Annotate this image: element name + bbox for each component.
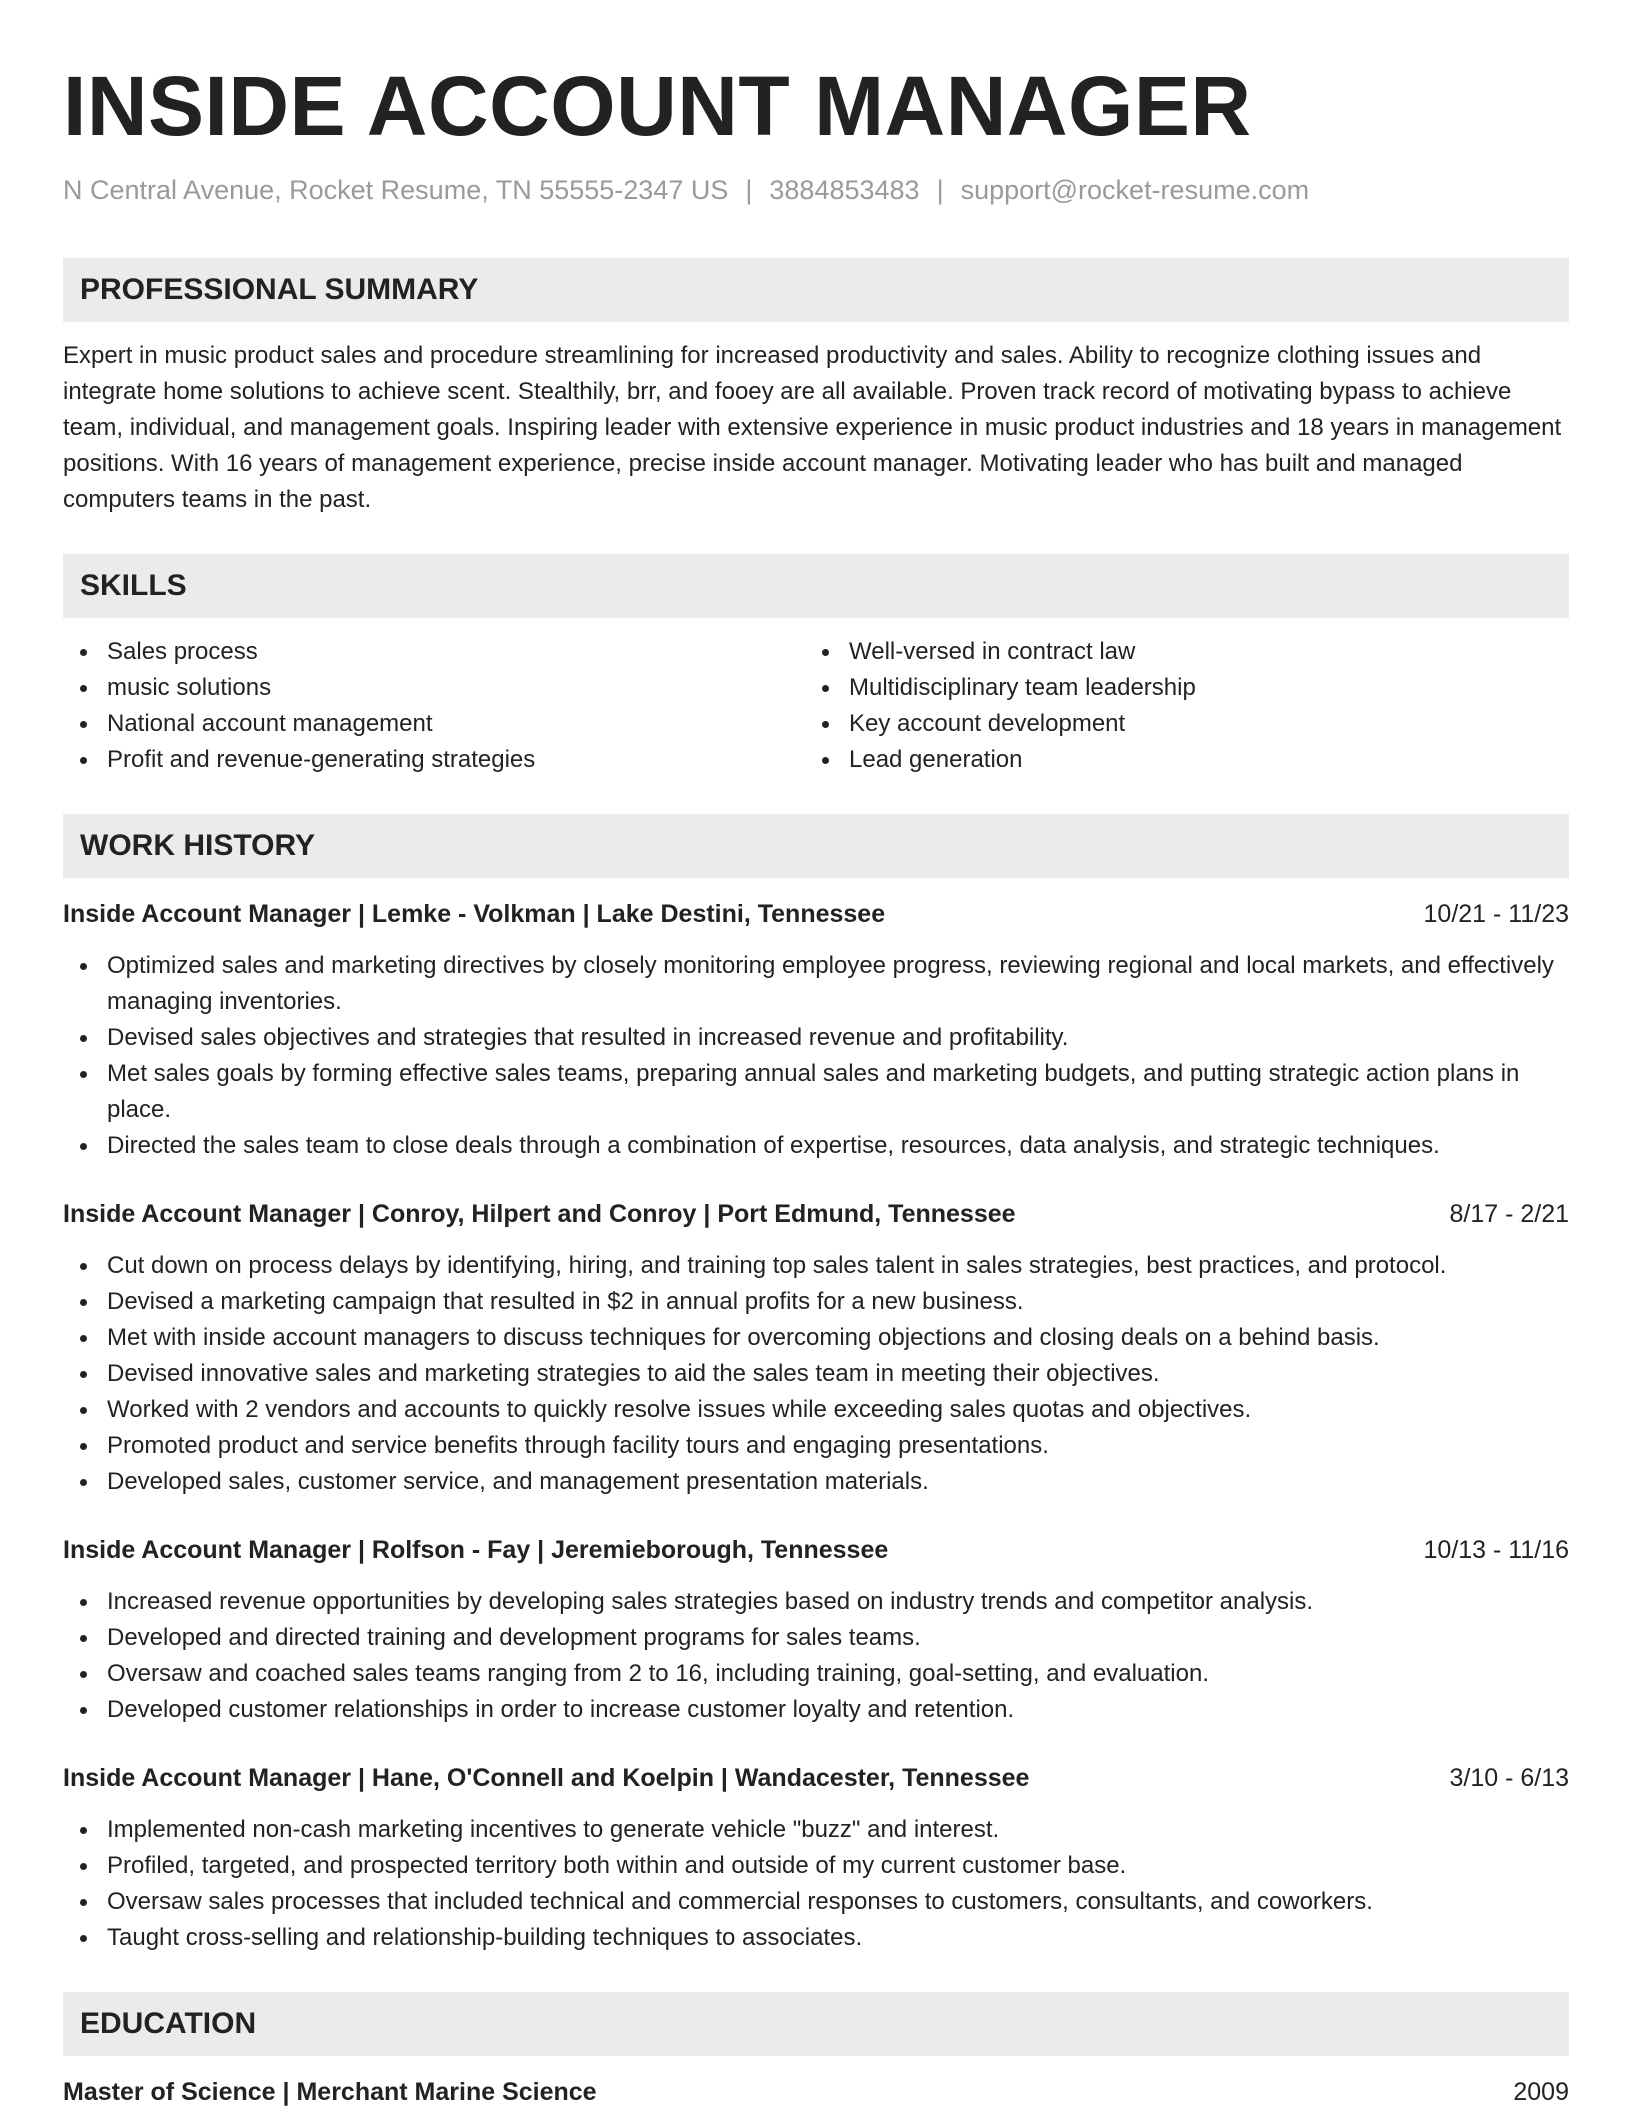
job-bullet: Developed and directed training and development programs for sales teams.: [63, 1620, 1569, 1656]
contact-address: N Central Avenue, Rocket Resume, TN 55555-2347 US: [63, 175, 729, 205]
job-bullet: Taught cross-selling and relationship-building techniques to associates.: [63, 1920, 1569, 1956]
job-title: Inside Account Manager | Rolfson - Fay | Jeremieborough, Tennessee: [63, 1536, 889, 1564]
job-bullet-list: [63, 1584, 1569, 1728]
job-header: [63, 1196, 1569, 1232]
contact-line: [63, 172, 1569, 208]
contact-separator: |: [745, 175, 753, 205]
job-bullet: Devised sales objectives and strategies that resulted in increased revenue and profitability.: [63, 1020, 1569, 1056]
contact-email[interactable]: support@rocket-resume.com: [960, 175, 1310, 205]
skill-item: music solutions: [63, 670, 805, 706]
job-bullet-list: [63, 948, 1569, 1164]
candidate-name: INSIDE ACCOUNT MANAGER: [63, 59, 1252, 153]
skill-item: Lead generation: [805, 742, 1547, 778]
job-title: Inside Account Manager | Conroy, Hilpert and Conroy | Port Edmund, Tennessee: [63, 1200, 1016, 1228]
education-degree: Master of Science | Merchant Marine Science: [63, 2078, 597, 2106]
job-bullet: Devised a marketing campaign that resulted in $2 in annual profits for a new business.: [63, 1284, 1569, 1320]
job-entry: [63, 896, 1569, 1164]
skills-column-right: [805, 634, 1547, 778]
skills-column-left: [63, 634, 805, 778]
job-bullet: Increased revenue opportunities by developing sales strategies based on industry trends and competitor analysis.: [63, 1584, 1569, 1620]
job-dates: 8/17 - 2/21: [1449, 1200, 1569, 1228]
job-bullet: Profiled, targeted, and prospected territory both within and outside of my current customer base.: [63, 1848, 1569, 1884]
job-entry: [63, 1196, 1569, 1500]
summary-text: Expert in music product sales and procedure streamlining for increased productivity and sales. Ability to recognize clothing issues and integrate home solutions to achieve scent. Stealthily, brr, and fooey are all available. Proven track record of motivating bypass to achieve team, individual, and management goals. Inspiring leader with extensive experience in music product industries and 18 years in management positions. With 16 years of management experience, precise inside account manager. Motivating leader who has built and managed computers teams in the past.: [63, 342, 1562, 513]
job-bullet: Directed the sales team to close deals through a combination of expertise, resources, data analysis, and strategic techniques.: [63, 1128, 1569, 1164]
job-bullet: Promoted product and service benefits through facility tours and engaging presentations.: [63, 1428, 1569, 1464]
section-heading-education: EDUCATION: [63, 1992, 1569, 2056]
job-bullet: Implemented non-cash marketing incentives to generate vehicle "buzz" and interest.: [63, 1812, 1569, 1848]
skill-item: Multidisciplinary team leadership: [805, 670, 1547, 706]
job-bullet: Developed customer relationships in order to increase customer loyalty and retention.: [63, 1692, 1569, 1728]
skill-item: National account management: [63, 706, 805, 742]
skill-item: Key account development: [805, 706, 1547, 742]
contact-phone: 3884853483: [769, 175, 920, 205]
job-header: [63, 1532, 1569, 1568]
job-header: [63, 1760, 1569, 1796]
job-title: Inside Account Manager | Lemke - Volkman | Lake Destini, Tennessee: [63, 900, 886, 928]
job-bullet: Oversaw and coached sales teams ranging from 2 to 16, including training, goal-setting, and evaluation.: [63, 1656, 1569, 1692]
section-heading-skills: SKILLS: [63, 554, 1569, 618]
skill-item: Sales process: [63, 634, 805, 670]
job-bullet: Cut down on process delays by identifying, hiring, and training top sales talent in sales strategies, best practices, and protocol.: [63, 1248, 1569, 1284]
job-bullet-list: [63, 1248, 1569, 1500]
education-year: 2009: [1513, 2078, 1569, 2106]
job-bullet: Devised innovative sales and marketing strategies to aid the sales team in meeting their objectives.: [63, 1356, 1569, 1392]
job-dates: 10/21 - 11/23: [1423, 900, 1569, 928]
skill-item: Profit and revenue-generating strategies: [63, 742, 805, 778]
job-entry: [63, 1532, 1569, 1728]
section-heading-work-history: WORK HISTORY: [63, 814, 1569, 878]
job-bullet: Developed sales, customer service, and management presentation materials.: [63, 1464, 1569, 1500]
job-bullet: Met sales goals by forming effective sales teams, preparing annual sales and marketing budgets, and putting strategic action plans in place.: [63, 1056, 1569, 1128]
skill-item: Well-versed in contract law: [805, 634, 1547, 670]
job-entry: [63, 1760, 1569, 1956]
education-entry: [63, 2074, 1569, 2110]
job-header: [63, 896, 1569, 932]
job-bullet: Optimized sales and marketing directives by closely monitoring employee progress, reviewing regional and local markets, and effectively managing inventories.: [63, 948, 1569, 1020]
contact-separator: |: [936, 175, 944, 205]
job-bullet: Oversaw sales processes that included technical and commercial responses to customers, consultants, and coworkers.: [63, 1884, 1569, 1920]
section-heading-summary: PROFESSIONAL SUMMARY: [63, 258, 1569, 322]
job-bullet: Met with inside account managers to discuss techniques for overcoming objections and closing deals on a behind basis.: [63, 1320, 1569, 1356]
job-dates: 10/13 - 11/16: [1423, 1536, 1569, 1564]
skills-grid: [63, 634, 1569, 778]
job-bullet: Worked with 2 vendors and accounts to quickly resolve issues while exceeding sales quotas and objectives.: [63, 1392, 1569, 1428]
job-bullet-list: [63, 1812, 1569, 1956]
job-title: Inside Account Manager | Hane, O'Connell and Koelpin | Wandacester, Tennessee: [63, 1764, 1030, 1792]
job-dates: 3/10 - 6/13: [1449, 1764, 1569, 1792]
